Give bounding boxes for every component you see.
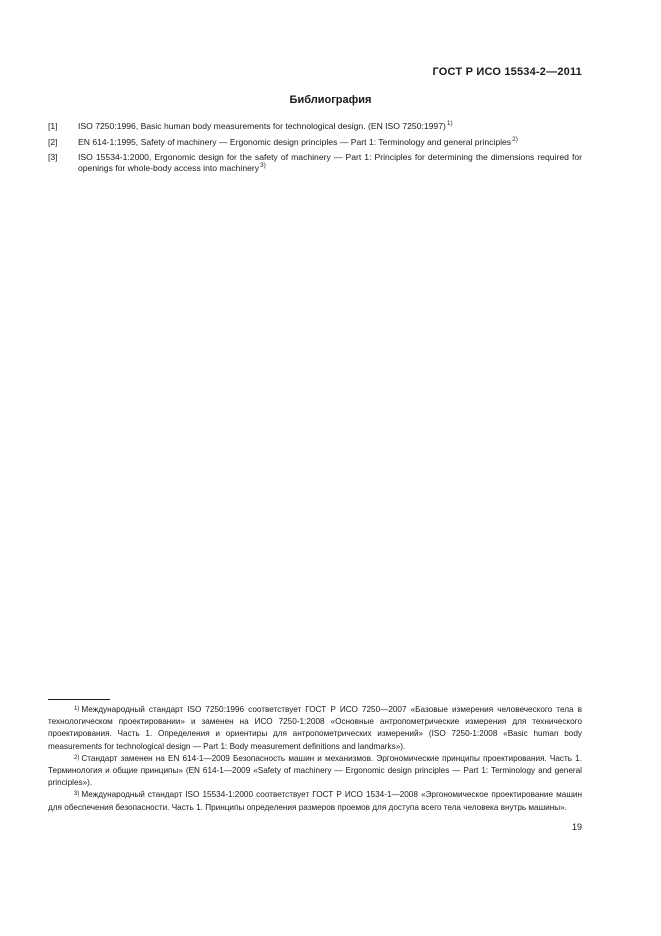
footnote [48,753,582,790]
footnote-reference: 2) [512,135,518,143]
footnote-divider [48,699,110,700]
footnote-marker: 3) [74,791,80,798]
footnote-reference: 1) [446,120,453,127]
footnote-text: Международный стандарт ISO 15534-1:2000 соответствует ГОСТ Р ИСО 1534-1—2008 «Эргономическое проектирование машин для обеспечения безопасности. Часть 1. Принципы определения размеров проемов для доступа всего тела человека внутрь машины». [48,790,582,812]
footnotes-section [48,704,582,814]
bibliography-item-text: ISO 7250:1996, Basic human body measurements for technological design. (EN ISO 7250:1997) [78,121,446,131]
bibliography-item-number: [3] [48,152,58,163]
footnote-text: Международный стандарт ISO 7250:1996 соответствует ГОСТ Р ИСО 7250—2007 «Базовые измерения человеческого тела в технологическом проектировании» и заменен на ИСО 7250-1:2008 «Основные антропометрические измерения для технического проектирования. Часть 1. Определения и ориентиры для антропометрических измерений» (ISO 7250-1:2008 «Basic human body measurements for technological design — Part 1: Body measurement definitions and landmarks»). [48,705,582,751]
page-number: 19 [571,822,582,832]
footnote-marker: 1) [74,706,80,712]
bibliography-item-text: EN 614-1:1995, Safety of machinery — Ergonomic design principles — Part 1: Terminology and general principles [78,136,512,147]
footnote [48,704,582,753]
bibliography-item-number: [1] [48,121,58,131]
footnote-marker: 2) [74,754,80,761]
bibliography-item-text: ISO 15534-1:2000, Ergonomic design for the safety of machinery — Part 1: Principles for determining the dimensions required for openings for whole-body access into machinery [78,152,582,173]
bibliography-item [48,152,582,173]
bibliography-item [48,137,582,148]
footnote-text: Стандарт заменен на EN 614-1—2009 Безопасность машин и механизмов. Эргономические принципы проектирования. Часть 1. Терминология и общие принципы» (EN 614-1—2009 «Safety of machinery — Ergonomic design principles — Part 1: Terminology and general principles»). [48,753,582,788]
bibliography-list [48,121,582,178]
standard-header: ГОСТ Р ИСО 15534-2—2011 [432,66,582,78]
bibliography-title: Библиография [289,94,372,106]
footnote [48,789,582,813]
bibliography-item-number: [2] [48,136,58,147]
bibliography-item [48,121,582,132]
footnote-reference: 3) [260,161,266,169]
